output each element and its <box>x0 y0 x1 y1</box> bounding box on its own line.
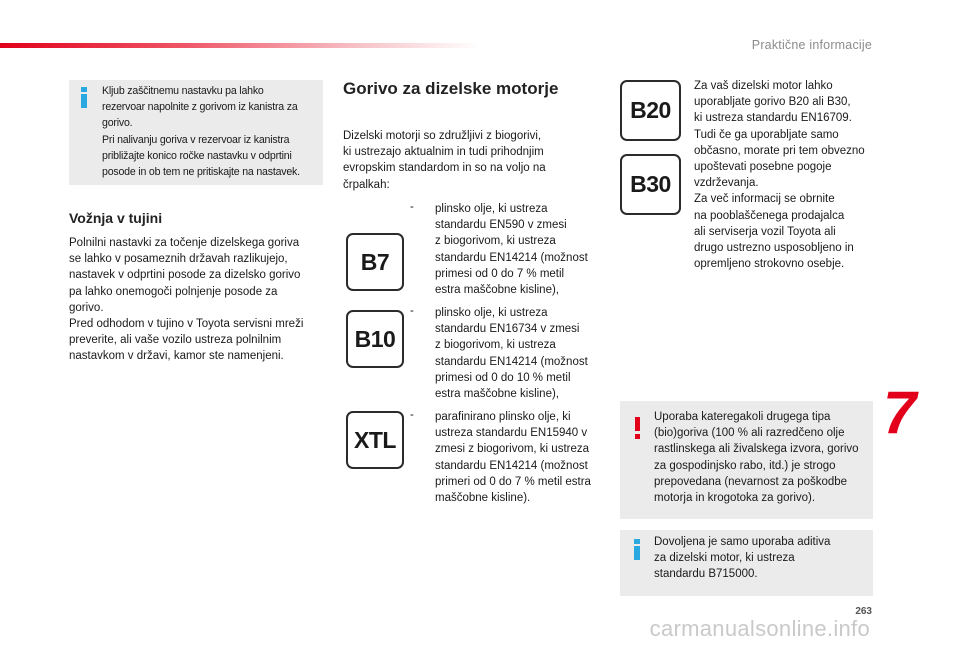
list-dash: - <box>410 409 414 421</box>
section-title: Praktične informacije <box>751 38 872 52</box>
fuel-desc-b10: plinsko olje, ki ustreza standardu EN16734 v zmesi z biogorivom, ki ustreza standardu EN14214 (možnost primesi od 0 do 10 % metil estra maščobne kisline), <box>435 307 588 401</box>
fuel-badge-b7: B7 <box>346 233 404 291</box>
info-box-additive-text: Dovoljena je samo uporaba aditiva za dizelski motor, ki ustreza standardu B715000. <box>654 536 831 581</box>
list-dash: - <box>410 201 414 213</box>
diesel-intro-text: Dizelski motorji so združljivi z biogorivi, ki ustrezajo aktualnim in tudi prihodnjim evropskim standardom in so na voljo na črpalkah: <box>343 130 546 191</box>
page-number: 263 <box>855 606 872 617</box>
info-box-refuel <box>69 80 323 185</box>
list-dash: - <box>410 305 414 317</box>
fuel-desc-b7: plinsko olje, ki ustreza standardu EN590 v zmesi z biogorivom, ki ustreza standardu EN14214 (možnost primesi od 0 do 7 % metil estra maščobne kisline), <box>435 203 588 297</box>
fuel-badge-b30: B30 <box>620 154 681 215</box>
header-accent-bar <box>0 43 480 48</box>
watermark: carmanualsonline.info <box>649 616 870 641</box>
info-box-text: Kljub zaščitnemu nastavku pa lahko rezervoar napolnite z gorivom iz kanistra za gorivo. Pri nalivanju goriva v rezervoar iz kanistra približajte konico ročke nastavku v odprtini posode in ob tem ne pritiskajte na nastavek. <box>102 85 300 179</box>
fuel-badge-xtl: XTL <box>346 411 404 469</box>
heading-diesel-fuel: Gorivo za dizelske motorje <box>343 79 559 98</box>
fuel-badge-b10: B10 <box>346 310 404 368</box>
b20-b30-text: Za vaš dizelski motor lahko uporabljate gorivo B20 ali B30, ki ustreza standardu EN16709. Tudi če ga uporabljate samo občasno, morate pri tem obvezno upoštevati posebne pogoje vzdrževanja. Za več informacij se obrnite na pooblaščenega prodajalca ali serviserja vozil Toyota ali drugo ustrezno usposobljeno in opremljeno strokovno osebje. <box>694 80 865 271</box>
info-box-additive <box>620 530 873 596</box>
warning-box-biofuel <box>620 401 873 519</box>
warning-box-text: Uporaba kateregakoli drugega tipa (bio)goriva (100 % ali razredčeno olje rastlinskega ali živalskega izvora, gorivo za gospodinjsko rabo, itd.) je strogo prepovedana (nevarnost za poškodbe motorja in krogotoka za gorivo). <box>654 411 859 505</box>
chapter-number: 7 <box>883 379 917 446</box>
fuel-desc-xtl: parafinirano plinsko olje, ki ustreza standardu EN15940 v zmesi z biogorivom, ki ustreza standardu EN14214 (možnost primeri od 0 do 7 % metil estra maščobne kisline). <box>435 411 591 505</box>
heading-travel-abroad: Vožnja v tujini <box>69 210 163 226</box>
travel-abroad-text: Polnilni nastavki za točenje dizelskega goriva se lahko v posameznih državah razlikujejo, nastavek v odprtini posode za dizelsko gorivo pa lahko onemogoči polnjenje posode za gorivo. Pred odhodom v tujino v Toyota servisni mreži preverite, ali vaše vozilo ustreza polnilnim nastavkom v državi, kamor ste namenjeni. <box>69 237 304 363</box>
fuel-badge-b20: B20 <box>620 80 681 141</box>
